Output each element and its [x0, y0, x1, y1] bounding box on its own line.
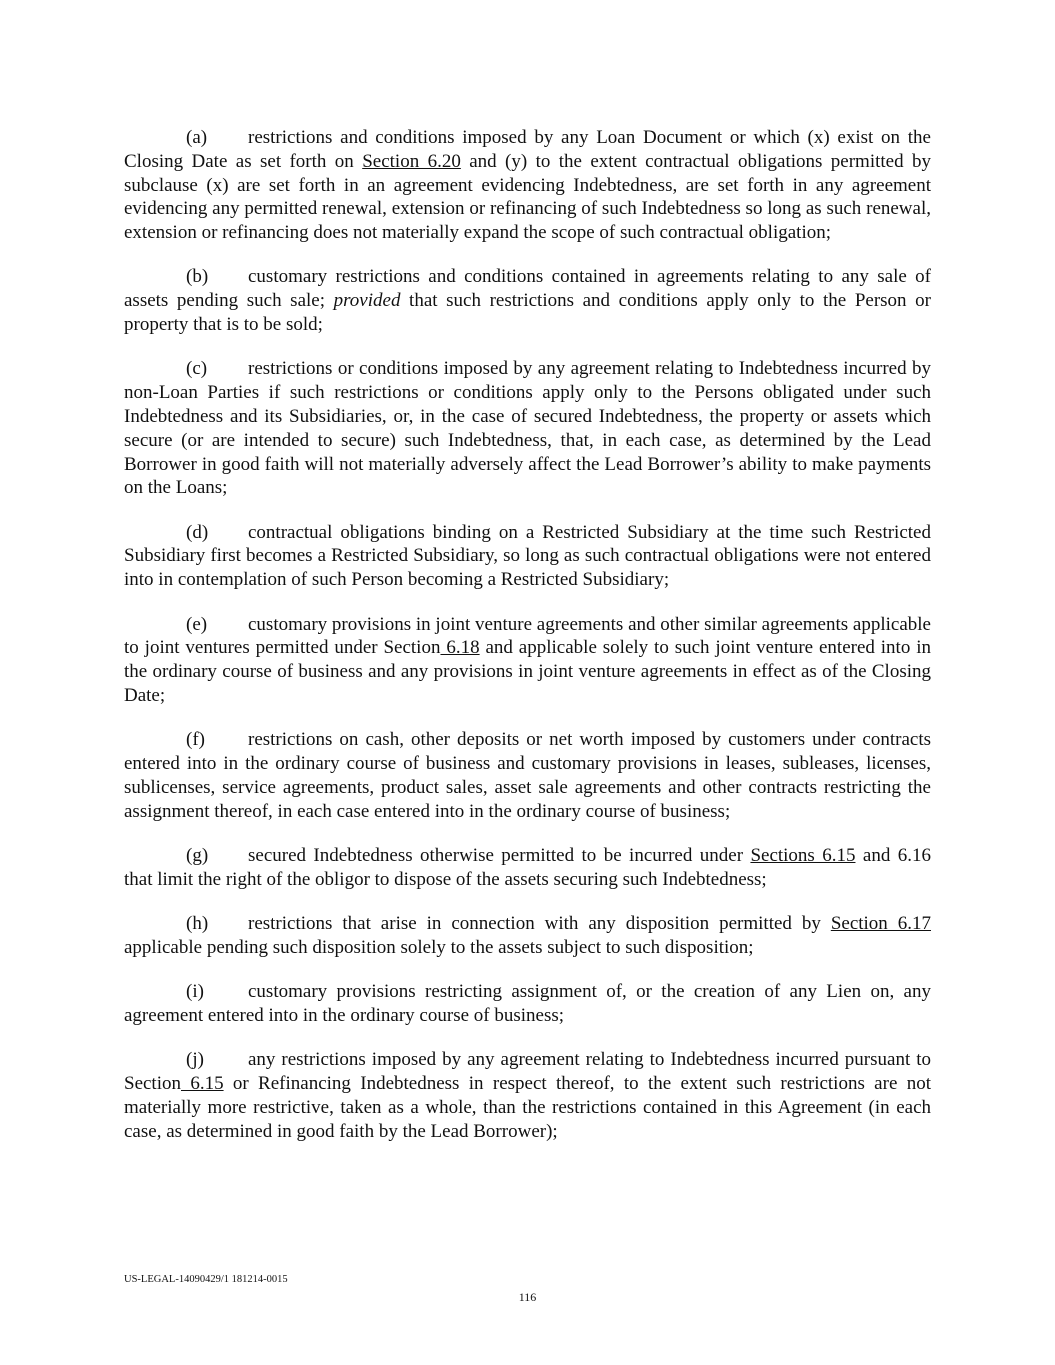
clause-text: restrictions or conditions imposed by any agreement relating to Indebtedness incurred by non-Loan Parties if such restrictions or conditions apply only to the Persons obligated under such Indebtedness and its Subsidiaries, or, in the case of secured Indebtedness, the property or assets which secure (or are intended to secure) such Indebtedness, that, in each case, as determined by the Lead Borrower in good faith will not materially adversely affect the Lead Borrower’s ability to make payments on the Loans; [124, 358, 931, 499]
clause-text: contractual obligations binding on a Restricted Subsidiary at the time such Restricted Subsidiary first becomes a Restricted Subsidiary, so long as such contractual obligations were not entered into in contemplation of such Person becoming a Restricted Subsidiary; [124, 521, 931, 591]
clause-label: (d) [186, 521, 209, 543]
clause-text: restrictions that arise in connection with any disposition permitted by [248, 913, 831, 935]
clause-label: (f) [186, 729, 205, 751]
document-id: US-LEGAL-14090429/1 181214-0015 [124, 1274, 288, 1285]
clause-h [124, 912, 931, 960]
clause-label: (g) [186, 844, 209, 866]
section-reference-link[interactable]: Section 6.17 [830, 913, 931, 935]
clause-label: (i) [186, 981, 204, 1003]
clause-label: (j) [186, 1049, 204, 1071]
document-body [124, 126, 931, 1164]
clause-label: (h) [186, 913, 209, 935]
clause-text: customary provisions restricting assignment of, or the creation of any Lien on, any agreement entered into in the ordinary course of business; [124, 981, 931, 1026]
clause-text: any restrictions imposed by any agreement relating to Indebtedness incurred pursuant to Section [124, 1049, 931, 1094]
clause-text: and (y) to the extent contractual obligations permitted by subclause (x) are set forth in an agreement evidencing Indebtedness, are set forth in any agreement evidencing any permitted renewal, extension or refinancing of such Indebtedness so long as such renewal, extension or refinancing does not materially expand the scope of such contractual obligation; [124, 150, 931, 244]
clause-b [124, 265, 931, 336]
clause-label: (c) [186, 358, 208, 380]
clause-text: or Refinancing Indebtedness in respect thereof, to the extent such restrictions are not materially more restrictive, taken as a whole, than the restrictions contained in this Agreement (in each case, as determined in good faith by the Lead Borrower); [124, 1073, 931, 1142]
clause-f [124, 728, 931, 823]
clause-text: and 6.16 that limit the right of the obligor to dispose of the assets securing such Indebtedness; [124, 844, 931, 890]
emphasis-term: provided [333, 290, 401, 312]
clause-text: restrictions on cash, other deposits or net worth imposed by customers under contracts entered into in the ordinary course of business and customary provisions in leases, subleases, licenses, sublicenses, service agreements, product sales, asset sale agreements and other contracts restricting the assignment thereof, in each case entered into in the ordinary course of business; [124, 729, 931, 822]
clause-text: and applicable solely to such joint venture entered into in the ordinary course of business and any provisions in joint venture agreements in effect as of the Closing Date; [124, 637, 931, 706]
clause-e [124, 613, 931, 708]
clause-label: (a) [186, 127, 208, 148]
section-reference-link[interactable]: 6.15 [181, 1073, 224, 1094]
clause-label: (e) [186, 613, 208, 635]
section-reference-link[interactable]: 6.18 [440, 637, 480, 659]
clause-g [124, 844, 931, 892]
page-number: 116 [518, 1290, 537, 1304]
clause-label: (b) [186, 266, 209, 288]
clause-text: that such restrictions and conditions apply only to the Person or property that is to be sold; [124, 290, 931, 336]
clause-text: applicable pending such disposition solely to the assets subject to such disposition; [124, 936, 754, 958]
clause-c [124, 357, 931, 500]
clause-text: customary provisions in joint venture agreements and other similar agreements applicable to joint ventures permitted under Section [124, 613, 931, 659]
clause-i [124, 980, 931, 1028]
section-reference-link[interactable]: Sections 6.15 [750, 844, 856, 866]
clause-a [124, 126, 931, 245]
clause-text: customary restrictions and conditions contained in agreements relating to any sale of assets pending such sale; [124, 266, 931, 312]
clause-j [124, 1048, 931, 1143]
section-reference-link[interactable]: Section 6.20 [362, 150, 461, 172]
clause-text: restrictions and conditions imposed by any Loan Document or which (x) exist on the Closing Date as set forth on [124, 127, 931, 172]
clause-text: secured Indebtedness otherwise permitted to be incurred under [248, 844, 751, 866]
clause-d [124, 521, 931, 592]
